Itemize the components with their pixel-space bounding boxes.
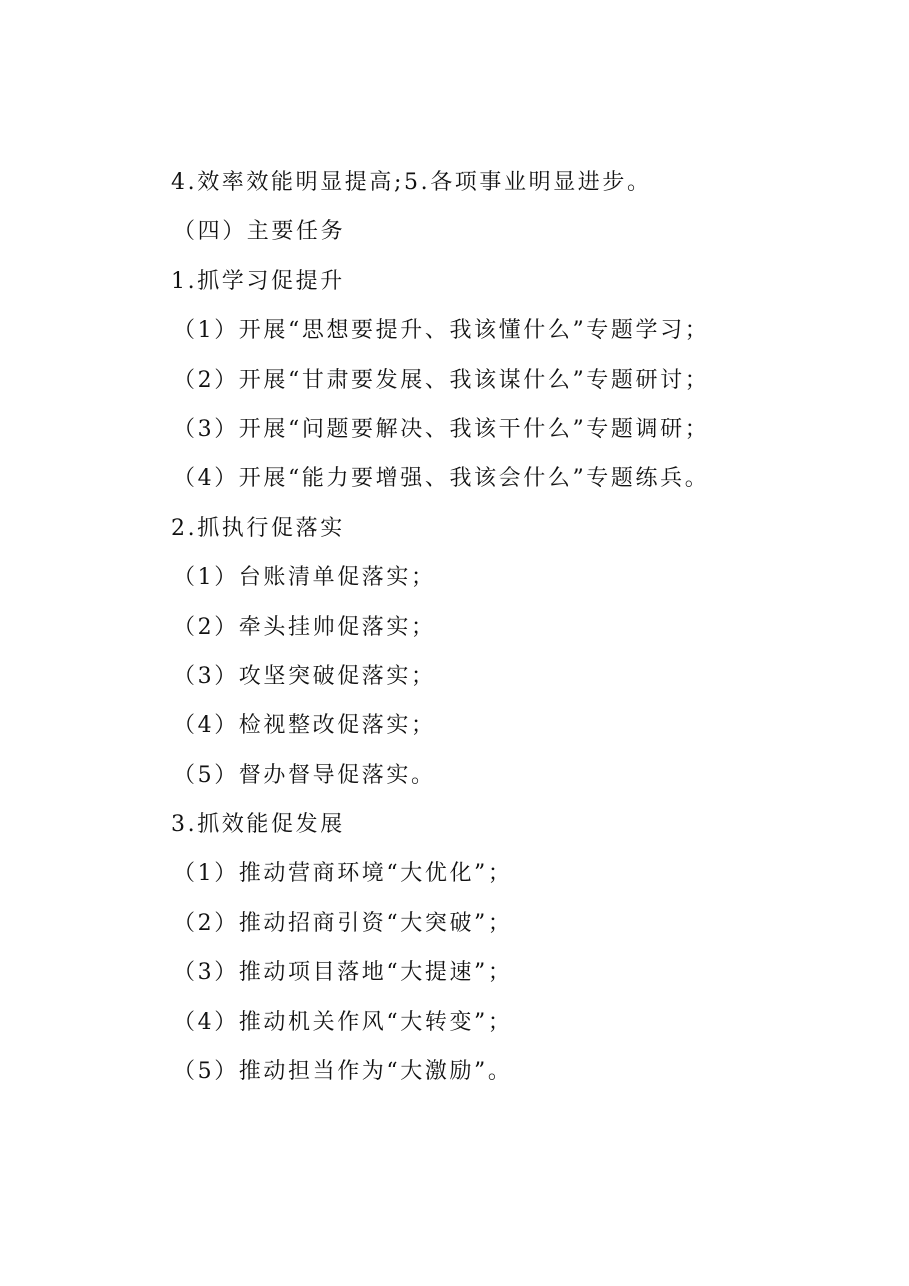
task-1-item-2: （2）开展“甘肃要发展、我该谋什么”专题研讨； bbox=[173, 367, 710, 393]
task-2-item-2: （2）牵头挂帅促落实； bbox=[173, 614, 436, 640]
task-3-item-5: （5）推动担当作为“大激励”。 bbox=[173, 1059, 513, 1085]
task-3-item-1: （1）推动营商环境“大优化”； bbox=[173, 861, 513, 887]
task-3-item-2: （2）推动招商引资“大突破”； bbox=[173, 910, 513, 936]
task-1-item-1: （1）开展“思想要提升、我该懂什么”专题学习； bbox=[173, 318, 710, 344]
task-3-item-4: （4）推动机关作风“大转变”； bbox=[173, 1009, 513, 1035]
goal-line: 4.效率效能明显提高;5.各项事业明显进步。 bbox=[171, 170, 652, 195]
task-1-item-4: （4）开展“能力要增强、我该会什么”专题练兵。 bbox=[173, 466, 710, 492]
task-heading-1: 1.抓学习促提升 bbox=[171, 268, 345, 294]
task-2-item-5: （5）督办督导促落实。 bbox=[173, 762, 436, 788]
task-3-item-3: （3）推动项目落地“大提速”； bbox=[173, 960, 513, 986]
document-body bbox=[171, 158, 891, 1096]
task-1-item-3: （3）开展“问题要解决、我该干什么”专题调研； bbox=[173, 416, 710, 442]
task-2-item-1: （1）台账清单促落实； bbox=[173, 565, 436, 591]
task-2-item-3: （3）攻坚突破促落实； bbox=[173, 663, 436, 689]
task-heading-2: 2.抓执行促落实 bbox=[171, 515, 345, 541]
task-2-item-4: （4）检视整改促落实； bbox=[173, 713, 436, 739]
section-heading: （四）主要任务 bbox=[173, 219, 346, 245]
task-heading-3: 3.抓效能促发展 bbox=[171, 812, 345, 838]
